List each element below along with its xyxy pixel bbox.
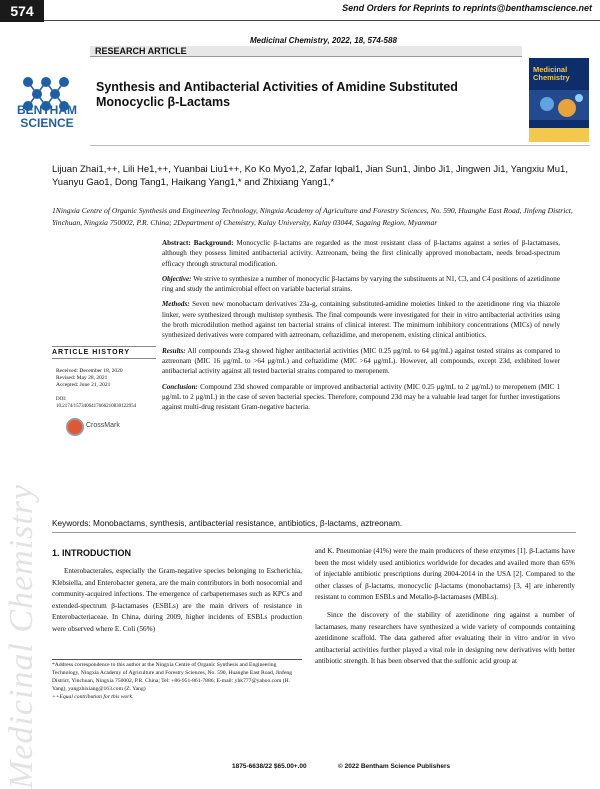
crossmark-icon [66,418,84,436]
crossmark-badge[interactable] [60,418,140,440]
revised-date: Revised: May 28, 2021 [56,375,108,381]
journal-watermark: Medicinal Chemistry [3,483,40,789]
journal-cover [529,58,589,142]
correspondence-note: *Address correspondence to this author at the Ningxia Centre of Organic Synthesis and Engineering Technology, Ningxia Academy of Agriculture and Forestry Sciences, No. 590, Huanghe East Road, Jinfeng District, Yinchuan, Ningxia 750002, P.R. China; Tel: +86-951-861-7886; E-mail: yhk777@yahoo.com (H. Yang), yangzhixiang@163.com (Z. Yang) [52,662,293,692]
intro-paragraph: and K. Pneumoniae (41%) were the main producers of these enzymes [1]. β-Lactams have been the most widely used antibiotics worldwide for decades and availed more than 65% of injectable antibiotic prescriptions during 2004-2014 in the USA [2]. Compared to the other classes of β-lactams, monocyclic β-lactams (monobactams) [3, 4] are inherently resistant to common ESBLs and Metallo-β-lactamases (MBLs). [315,547,575,602]
page-number: 574 [0,0,44,22]
title-rule [90,145,590,146]
abstract-methods: Methods: Seven new monobactam derivatives 23a-g, containing substituted-amidine moieties linked to the azetidinone ring via thiazole linker, were synthesized through multistep synthesis. The final compounds were investigated for their in vitro antibacterial activities using the broth microdilution method against ten bacterial strains of clinical interest. The minimum inhibitory concentrations (MICs) of newly synthesized derivatives were compared with aztreonam, ceftazidime, and meropenem, existing clinical antibiotics. [162,300,560,340]
doi-value[interactable]: 10.2174/1573406417666210830122954 [56,404,137,409]
footnote-rule [52,659,302,660]
received-date: Received: December 18, 2020 [56,368,123,374]
publisher-logo-text: BENTHAM SCIENCE [17,103,77,130]
journal-citation: Medicinal Chemistry, 2022, 18, 574-588 [250,36,397,45]
footnote [52,661,302,701]
history-title: ARTICLE HISTORY [52,349,131,356]
doi-label: DOI: [56,397,67,402]
abstract [162,238,560,417]
abstract-background: Abstract: Background: Monocyclic β-lactams are regarded as the most resistant class of β-lactams against a series of β-lactamases, although they possess limited antibacterial activity. Aztreonam, being the first clinically approved monobactam, needs broad-spectrum efficacy through structural modification. [162,239,561,268]
abstract-objective: Objective: We strive to synthesize a number of monocyclic β-lactams by varying the substituents at N1, C3, and C4 positions of azetidinone ring and study the antimicrobial effect on variable bacterial strains. [162,274,560,294]
issn-footer: 1875-6638/22 $65.00+.00 [232,763,307,770]
doi-block [56,396,166,410]
author-list: Lijuan Zhai1,++, Lili He1,++, Yuanbai Liu1++, Ko Ko Myo1,2, Zafar Iqbal1, Jian Sun1, Jinbo Ji1, Jingwen Ji1, Yangxiu Mu1, Yuanyu Gao1, Dong Tang1, Haikang Yang1,* and Zhixiang Yang1,* [52,164,568,188]
equal-contribution-note: ++Equal contribution for this work. [52,694,134,700]
article-type: RESEARCH ARTICLE [95,46,187,56]
history-dates [56,368,123,389]
section-heading: 1. INTRODUCTION [52,548,132,558]
history-bottom-rule [52,358,156,359]
cover-title: Medicinal Chemistry [533,65,570,82]
reprint-notice[interactable]: Send Orders for Reprints to reprints@benthamscience.net [342,3,592,13]
affiliations: 1Ningxia Centre of Organic Synthesis and Engineering Technology, Ningxia Academy of Agriculture and Forestry Sciences, No. 590, Huanghe East Road, Jinfeng District, Yinchuan, Ningxia 750002, P.R. China; 2Department of Chemistry, Kalay University, Kalay 03044, Sagaing Region, Myanmar [52,206,573,227]
abstract-conclusion: Conclusion: Compound 23d showed comparable or improved antibacterial activity (MIC 0.25 μg/mL to 2 μg/mL) to meropenem (MIC 1 μg/mL to 2 μg/mL) in the case of seven bacterial species. Therefore, compound 23d may be a valuable lead target for further investigations against multi-drug resistant Gram-negative bacteria. [162,382,560,412]
intro-right-column [315,546,575,674]
crossmark-label: CrossMark [86,422,120,429]
copyright-footer: © 2022 Bentham Science Publishers [338,763,451,770]
intro-paragraph: Enterobacterales, especially the Gram-negative species belonging to Escherichia, Klebsiella, and Enterobacter genera, are the main contributors in both nosocomial and community-acquired infections. The emergence of carbapenemases such as KPCs and extended-spectrum β-lactamases (ESBLs) are the main drivers of resistance in Enterobacteriaceae. In China, during 2009, higher incidents of ESBLs production were observed where E. Coli (56%) [52,567,302,633]
abstract-results: Results: All compounds 23a-g showed higher antibacterial activities (MIC 0.25 μg/mL to 64 μg/mL) against tested strains as compared to aztreonam (MIC 16 μg/mL to >64 μg/mL) and ceftazidime (MIC >64 μg/mL). However, all compounds, except 23d, exhibited lower antibacterial activity against all tested bacterial strains compared to meropenem. [162,346,560,376]
keywords: Keywords: Monobactams, synthesis, antibacterial resistance, antibiotics, β-lactams, aztreonam. [52,518,403,528]
cover-footer [529,128,589,142]
accepted-date: Accepted: June 21, 2021 [56,382,111,388]
cover-art-icon [529,90,589,120]
intro-paragraph: Since the discovery of the stability of azetidinone ring against a number of lactamases, many researchers have synthesized a wide variety of compounds containing azetidinone scaffold. The data gathered after evaluating their in vitro and/or in vivo antibacterial activities further played a vital role in designing new derivatives with better antibiotic strength. It has been observed that the sulfonic acid group at [315,610,575,666]
intro-left-column [52,566,302,636]
header-rule [44,20,600,21]
article-title: Synthesis and Antibacterial Activities of Amidine Substituted Monocyclic β-Lactams [96,80,458,109]
history-top-rule [52,346,156,347]
keywords-rule [52,532,576,533]
